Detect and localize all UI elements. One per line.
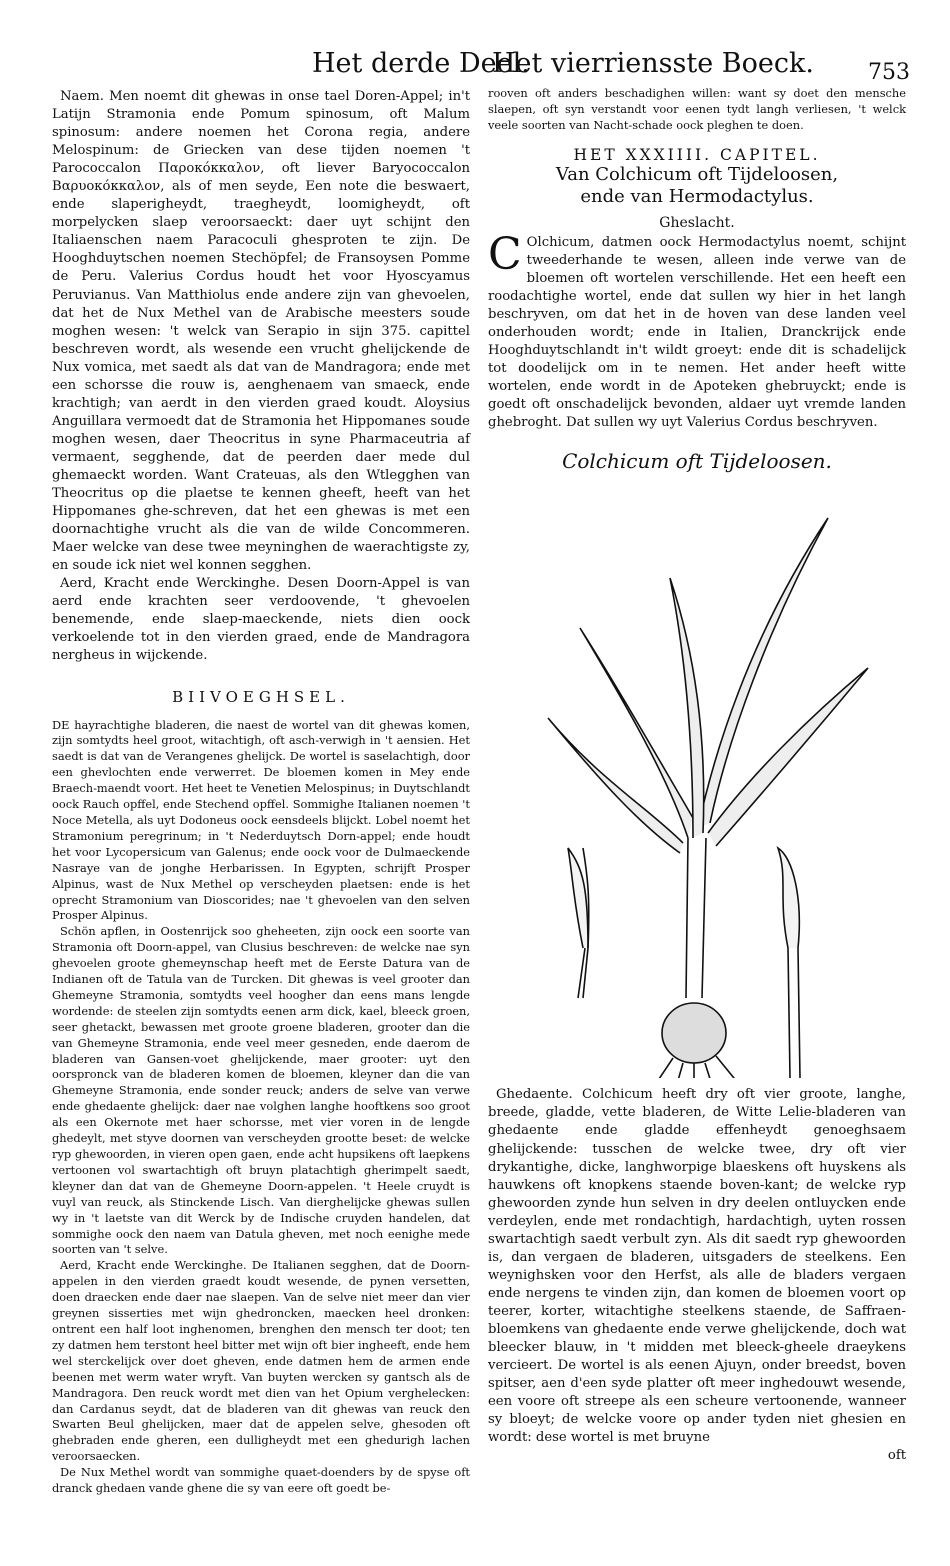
section-title-biivoeghsel: BIIVOEGHSEL. bbox=[172, 687, 350, 706]
chapter-heading: HET XXXIIII. CAPITEL. bbox=[573, 145, 821, 164]
drop-cap-c: C bbox=[488, 228, 522, 280]
right-column bbox=[488, 86, 906, 1465]
figure-title: Colchicum oft Tijdeloosen. bbox=[562, 449, 832, 474]
naem-paragraph: Naem. Men noemt dit ghewas in onse tael Doren-Appel; in't Latijn Stramonia ende Pomum spinosum, oft Malum spinosum: andere noemen het Corona regia, andere Melospinum: de Griecken van dese tijden noemen 't Parococcalon Παροκόκκαλον, oft liever Baryococcalon Βαρυοκόκκαλον, als of men seyde, Een note die beswaert, ende slaperigheydt, traegheydt, loomigheydt, oft morpelycken slaep veroorsaeckt: daer uyt schijnt den Italiaenschen naem Paracoculi ghesproten te zijn. De Hooghduytschen noemen Stechöpfel; de Fransoysen Pomme de Peru. Valerius Cordus houdt het voor Hyoscyamus Peruvianus. Van Matthiolus ende andere zijn van ghevoelen, dat het de Nux Methel van de Arabische meesters soude moghen wesen: 't welck van Serapio in sijn 375. capittel beschreven wordt, als wesende een vrucht ghelijckende de Nux vomica, met saedt als dat van de Mandragora; ende met een schorsse die rouw is, aenghenaem van smaeck, ende krachtigh; van aerdt in den vierden graed koudt. Aloysius Anguillara vermoedt dat de Stramonia het Hippomanes soude moghen wesen, daer Theocritus in syne Pharmaceutria af vermaent, segghende, dat de peerden daer mede dul ghemaeckt worden. Want Crateuas, als den Wtlegghen van Theocritus op die plaetse te kennen gheeft, heeft van het Hippomanes ghe-schreven, dat het een ghewas is met een doornachtighe vrucht als die van de wilde Concommeren. Maer welcke van dese twee meyninghen de waerachtigste zy, en soude ick niet wel konnen segghen. bbox=[52, 89, 470, 574]
page-header-right: Het vierriensste Boeck. bbox=[492, 48, 814, 79]
aerd-paragraph-2: Aerd, Kracht ende Werckinghe. De Italianen segghen, dat de Doorn-appelen in den vierden graedt koudt wesende, de pynen versetten, doen draecken ende daer nae slaepen. Van de selve niet meer dan vier greynen sisserties met wijn ghedroncken, maecken heel dronken: ontrent een half loot inghenomen, brenghen den mensch ter doot; ten zy datmen hem terstont heel bitter met wijn oft bier ingheeft, ende hem wel sterckelijck over doet gheven, ende datmen hem de armen ende beenen met werm water wryft. Van buyten wercken sy gantsch als de Mandragora. Den reuck wordt met dien van het Opium verghelecken: dan Cardanus seydt, dat de bladeren van dit ghewas van reuck den Swarten Beul ghelijcken, maer dat de appelen selve, ghesoden oft ghebraden ende gheren, een dulligheydt met een ghedurigh lachen veroorsaecken. bbox=[52, 1258, 470, 1464]
biivoeghsel-paragraph-2: Schön apflen, in Oostenrijck soo gheheeten, zijn oock een soorte van Stramonia oft Doorn-appel, van Clusius beschreven: de welcke nae syn ghevoelen groote ghemeynschap heeft met de Eerste Datura van de Indianen oft de Tatula van de Turcken. Dit ghewas is veel grooter dan Ghemeyne Stramonia, somtydts veel hoogher dan eens mans lengde wordende: de steelen zijn somtydts eenen arm dick, kael, bleeck groen, seer ghetackt, bewassen met groote groene bladeren, grooter dan die van Ghemeyne Stramonia, ende veel meer gesneden, ende daerom de bladeren van Gansen-voet ghelijckende, maer grooter: uyt den oorspronck van de bladeren komen de bloemen, kleyner dan die van Ghemeyne Stramonia, ende sonder reuck; anders de selve van verwe ende ghedaente ghelijck: daer nae volghen langhe hooftkens soo groot als een Okernote met haer schorsse, met vier voren in de lengde ghedeylt, met styve doornen van verscheyden grootte beset: de welcke ryp ghewoorden, in vieren open gaen, ende acht hupsikens oft laepkens vertoonen vol swartachtigh oft bruyn platachtigh gherimpelt saedt, kleyner dan dat van de Ghemeyne Doorn-appelen. 't Heele cruydt is vuyl van reuck, als Stinckende Lisch. Van dierghelijcke ghewas sullen wy in 't laetste van dit Werck by de Indische cruyden handelen, dat sommighe oock den naem van Datula gheven, met noch eenighe mede soorten van 't selve. bbox=[52, 924, 470, 1257]
ghedaente-paragraph: Ghedaente. Colchicum heeft dry oft vier groote, langhe, breede, gladde, vette bladeren, de Witte Lelie-bladeren van ghedaente ende gladde effenheydt genoeghsaem ghelijckende: tusschen de welcke twee, dry oft vier drykantighe, dicke, langhworpige blaeskens oft huyskens als hauwkens oft knopkens staende boven-kant; de welcke ryp ghewoorden zynde hun selven in dry deelen ontluycken ende verdeylen, ende met rondachtigh, hardachtigh, uyten rossen swartachtigh saedt verbult zyn. Als dit saedt ryp ghewoorden is, dan vergaen de bladeren, uitsgaders de steelkens. Een weynighsken voor den Herfst, als alle de bladers vergaen ende nergens te vinden zijn, dan komen de bloemen voort op teerer, korter, witachtighe steelkens staende, de Saffraen-bloemkens van ghedaente ende verwe ghelijckende, doch wat bleecker blauw, in 't midden met bleeck-gheele draeykens vercieert. De wortel is als eenen Ajuyn, onder breedst, boven spitser, aen d'een syde platter oft meer inghedouwt wesende, een voore oft streepe als een scheure vertoonende, wanneer sy bloeyt; de welcke voore op ander tyden niet ghesien en wordt: dese wortel is met bruyne bbox=[488, 1087, 906, 1446]
geslacht-paragraph: C Olchicum, datmen oock Hermodactylus noemt, schijnt tweederhande te wesen, alleen inde verwe van de bloemen oft wortelen verschillende. Het een heeft een roodachtighe wortel, ende dat sullen wy hier in het langh beschryven, om dat het in de hoven van dese landen veel onderhouden wordt; ende in Italien, Dranckrijck ende Hooghduytschlandt in't wildt groeyt: ende dit is schadelijck tot doodelijck om in te nemen. Het ander heeft witte wortelen, ende wordt in de Apoteken ghebruyckt; ende is goedt oft onschadelijck bevonden, aldaer uyt vremde landen ghebroght. Dat sullen wy uyt Valerius Cordus beschryven. bbox=[488, 228, 906, 431]
catchword: oft bbox=[887, 1448, 906, 1464]
page-number: 753 bbox=[868, 60, 910, 85]
chapter-subtitle-2: ende van Hermodactylus. bbox=[580, 185, 814, 207]
geslacht-heading: Gheslacht. bbox=[659, 214, 735, 231]
continuation-paragraph: rooven oft anders beschadighen willen: want sy doet den mensche slaepen, oft syn verstandt voor eenen tydt langh verliesen, 't welck veele soorten van Nacht-schade oock pleghen te doen. bbox=[488, 86, 906, 132]
biivoeghsel-paragraph-1: DE hayrachtighe bladeren, die naest de wortel van dit ghewas komen, zijn somtydts heel groot, witachtigh, oft asch-verwigh in 't aensien. Het saedt is dat van de Verangenes ghelijck. De wortel is saselachtigh, door een ghevlochten ende verwerret. De bloemen komen in Mey ende Braech-maendt voort. Het heet te Venetien Melospinus; in Duytschlandt oock Rauch opffel, ende Stechend opffel. Sommighe Italianen noemen 't Noce Metella, als uyt Dodoneus oock eensdeels blijckt. Lobel noemt het Stramonium peregrinum; in 't Nederduytsch Dorn-appel; ende houdt het voor Lycopersicum van Galenus; ende oock voor de Dulmaeckende Nasraye van de jonghe Herbarissen. In Egypten, schrijft Prosper Alpinus, wast de Nux Methel op verscheyden plaetsen: ende is het oprecht Stramonium van Dioscorides; nae 't ghevoelen van den selven Prosper Alpinus. bbox=[52, 717, 470, 923]
page-header-left: Het derde Deel. bbox=[312, 48, 530, 79]
aerd-paragraph: Aerd, Kracht ende Werckinghe. Desen Doorn-Appel is van aerd ende krachten seer verdoovende, 't ghevoelen benemende, ende slaep-maeckende, niets dien oock verkoelende tot in den vierden graed, ende de Mandragora nergheus in wijckende. bbox=[52, 576, 470, 664]
colchicum-illustration bbox=[488, 478, 906, 1078]
chapter-subtitle-1: Van Colchicum oft Tijdeloosen, bbox=[555, 163, 839, 185]
nux-methel-paragraph: De Nux Methel wordt van sommighe quaet-doenders by de spyse oft dranck ghedaen vande ghene die sy van eere oft goedt be- bbox=[52, 1465, 470, 1496]
left-column bbox=[52, 88, 470, 1497]
